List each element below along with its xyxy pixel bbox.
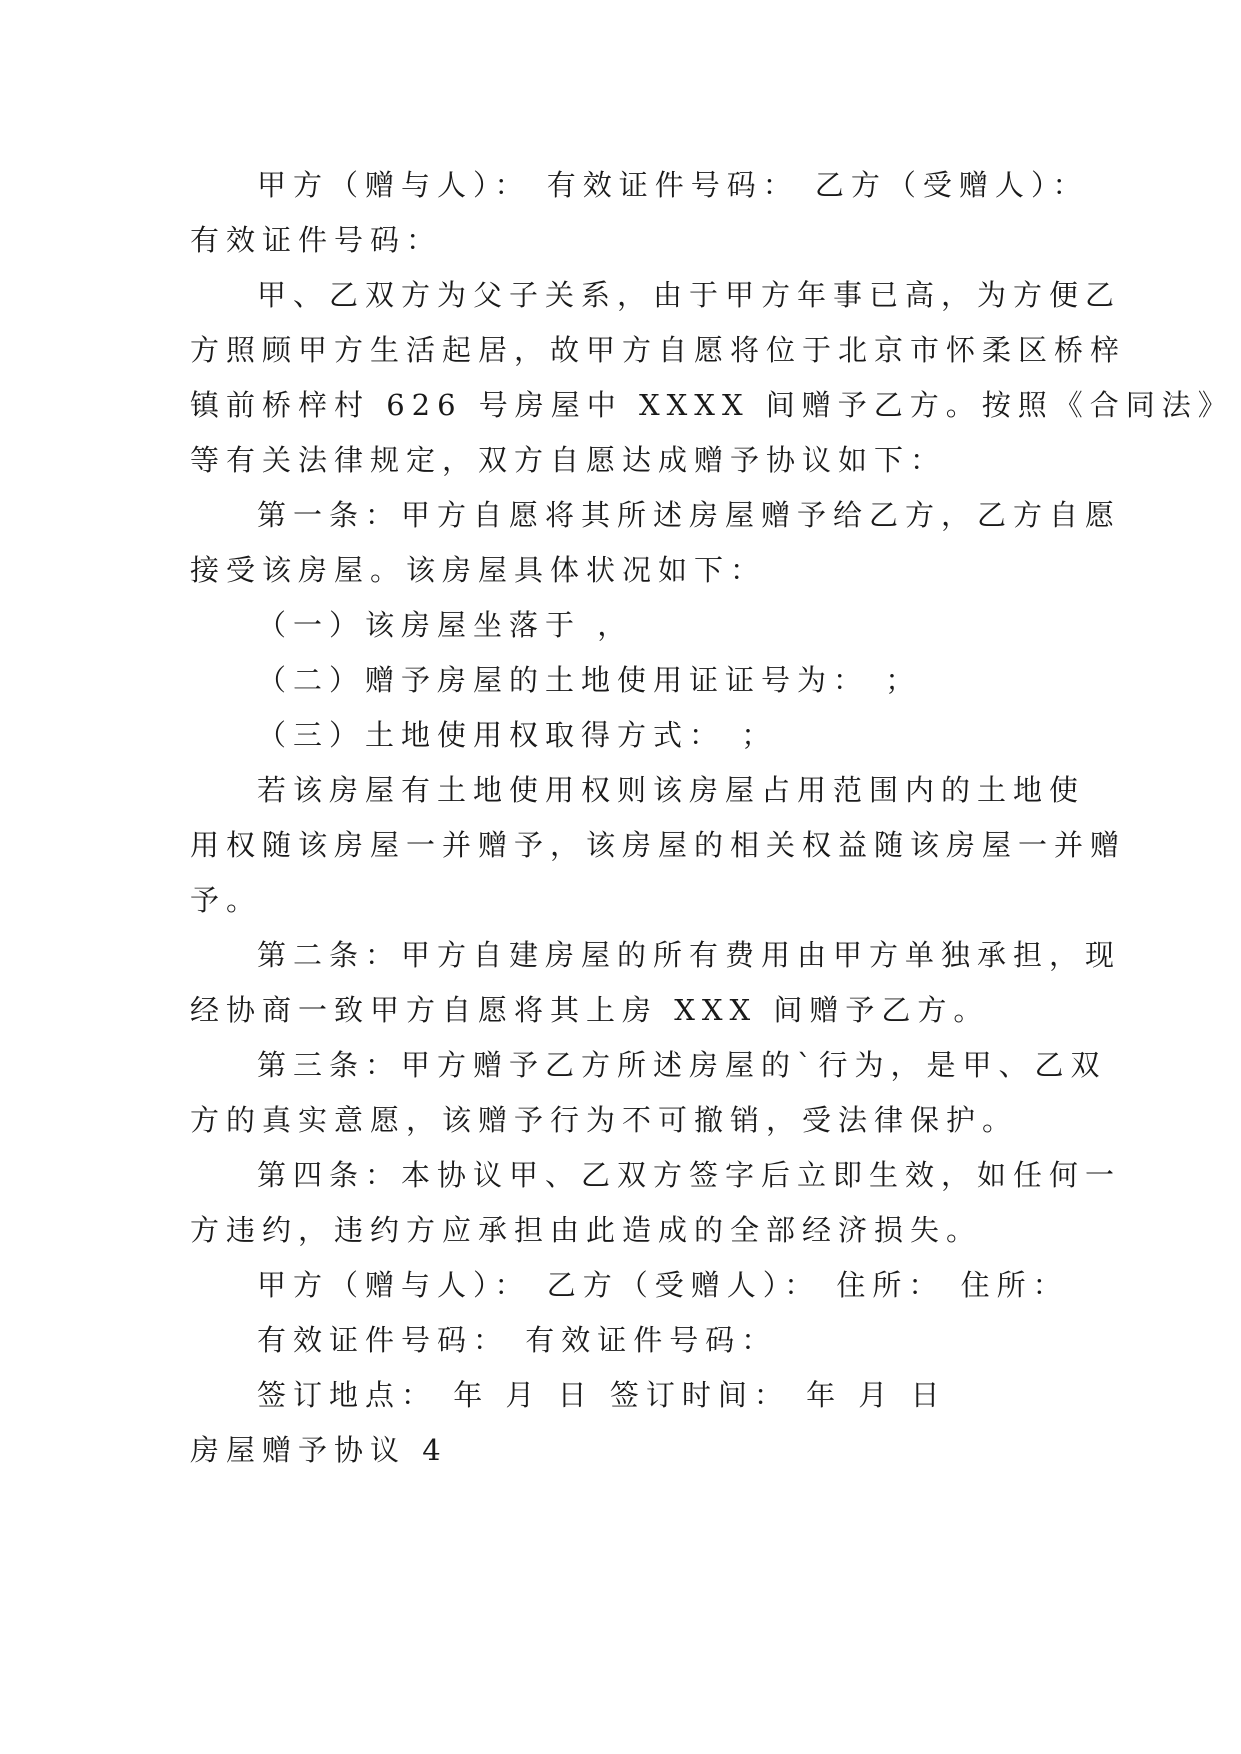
party-line: 甲方（赠与人）： 有效证件号码： 乙方（受赠人）：	[257, 168, 1089, 202]
signing-place-date-line: 签订地点： 年 月 日 签订时间： 年 月 日	[257, 1378, 947, 1412]
next-document-title: 房屋赠予协议 4	[190, 1433, 448, 1467]
article-3-line: 第三条：甲方赠予乙方所述房屋的`行为，是甲、乙双	[257, 1048, 1107, 1082]
intro-paragraph-line: 镇前桥梓村 626 号房屋中 XXXX 间赠予乙方。按照《合同法》	[190, 388, 1234, 422]
body-line: 有效证件号码：	[190, 223, 443, 257]
article-1-line: 接受该房屋。该房屋具体状况如下：	[190, 553, 767, 587]
item-2-line: （二）赠予房屋的土地使用证证号为： ；	[257, 663, 922, 697]
intro-paragraph-line: 甲、乙双方为父子关系，由于甲方年事已高，为方便乙	[257, 278, 1122, 312]
land-right-paragraph-line: 予。	[190, 883, 263, 917]
intro-paragraph-line: 等有关法律规定，双方自愿达成赠予协议如下：	[190, 443, 947, 477]
article-1-line: 第一条：甲方自愿将其所述房屋赠予给乙方，乙方自愿	[257, 498, 1122, 532]
article-3-line: 方的真实意愿，该赠予行为不可撤销，受法律保护。	[190, 1103, 1019, 1137]
article-2-line: 经协商一致甲方自愿将其上房 XXX 间赠予乙方。	[190, 993, 990, 1027]
signature-id-line: 有效证件号码： 有效证件号码：	[257, 1323, 778, 1357]
land-right-paragraph-line: 用权随该房屋一并赠予，该房屋的相关权益随该房屋一并赠	[190, 828, 1127, 862]
signature-parties-line: 甲方（赠与人）： 乙方（受赠人）： 住所： 住所：	[257, 1268, 1069, 1302]
intro-paragraph-line: 方照顾甲方生活起居，故甲方自愿将位于北京市怀柔区桥梓	[190, 333, 1127, 367]
article-4-line: 方违约，违约方应承担由此造成的全部经济损失。	[190, 1213, 983, 1247]
item-3-line: （三）土地使用权取得方式： ；	[257, 718, 778, 752]
item-1-line: （一）该房屋坐落于 ，	[257, 608, 634, 642]
article-4-line: 第四条：本协议甲、乙双方签字后立即生效，如任何一	[257, 1158, 1122, 1192]
land-right-paragraph-line: 若该房屋有土地使用权则该房屋占用范围内的土地使	[257, 773, 1086, 807]
article-2-line: 第二条：甲方自建房屋的所有费用由甲方单独承担，现	[257, 938, 1122, 972]
